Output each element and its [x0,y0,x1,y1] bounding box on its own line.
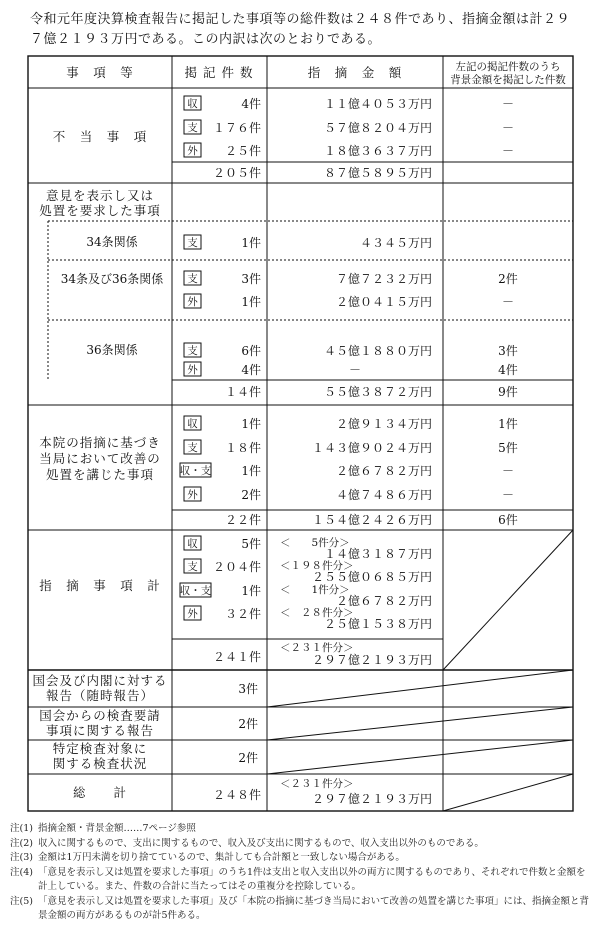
iken-34-36: 34条及び36条関係 [60,272,164,286]
shiteki-total-count: ２４１件 [212,650,261,664]
svg-text:外: 外 [187,296,198,308]
svg-text:4件: 4件 [241,97,261,111]
svg-text:－: － [501,488,515,502]
svg-text:４億７４８６万円: ４億７４８６万円 [335,488,432,502]
svg-text:２億０４１５万円: ２億０４１５万円 [335,295,432,309]
svg-text:－: － [501,121,515,135]
svg-text:＜１９８件分＞: ＜１９８件分＞ [280,560,354,572]
svg-text:４５億１８８０万円: ４５億１８８０万円 [323,344,432,358]
note-1: 注(1) 指摘金額・背景金額……7ページ参照 [10,823,196,834]
svg-text:1件: 1件 [241,295,261,309]
tokutei-label-2: 関する検査状況 [52,756,148,771]
tokutei-label-1: 特定検査対象に [52,741,148,756]
kokkai-count: 3件 [238,682,258,696]
svg-text:－: － [501,295,515,309]
svg-text:＜ 1件分＞: ＜ 1件分＞ [280,584,350,596]
svg-text:4件: 4件 [241,363,261,377]
honin-total-count: ２２件 [224,513,261,527]
svg-text:－: － [501,464,515,478]
grand-sub: ＜２３１件分＞ [280,778,354,790]
svg-text:2件: 2件 [498,272,518,286]
tokutei-count: 2件 [238,751,258,765]
header-bg-1: 左記の掲記件数のうち [455,61,561,73]
svg-text:支: 支 [187,122,198,134]
honin-row-shu [184,416,518,431]
yousei-label-2: 事項に関する報告 [45,723,155,738]
shiteki-total-amount: ２９７億２１９３万円 [311,653,432,667]
svg-text:3件: 3件 [241,272,261,286]
svg-text:２５億１５３８万円: ２５億１５３８万円 [323,617,432,631]
grand-amount: ２９７億２１９３万円 [311,792,432,806]
svg-text:収: 収 [187,418,198,430]
honin-label-3: 処置を講じた事項 [45,467,155,482]
intro-text: 令和元年度決算検査報告に掲記した事項等の総件数は２４８件であり、指摘金額は計２９７億２１９３万円である。この内訳は次のとおりである。 [30,12,571,47]
svg-text:＜ 5件分＞: ＜ 5件分＞ [280,537,350,549]
svg-text:支: 支 [187,345,198,357]
svg-text:１８件: １８件 [224,441,261,455]
svg-text:１４億３１８７万円: １４億３１８７万円 [323,547,432,561]
svg-text:5件: 5件 [241,537,261,551]
futo-row-gai [184,143,514,158]
notes [10,822,595,924]
honin-total-bg: 6件 [498,513,518,527]
note-2: 注(2) 収入に関するもので、支出に関するもので、収入及び支出に関するもので、収入支出以外のものである。 [10,837,484,849]
iken-36-row-b [184,362,518,377]
svg-text:外: 外 [187,364,198,376]
svg-text:収: 収 [187,538,198,550]
svg-text:２５５億０６８５万円: ２５５億０６８５万円 [311,570,432,584]
iken-34-36-row-a [184,271,518,286]
iken-total-count: １４件 [224,385,261,399]
note-4: 注(4) 「意見を表示し又は処置を要求した事項」のうち1件は支出と収入支出以外の両方に関するものであり、それぞれで件数と金額を計上している。また、件数の合計に当たってはその重複分を控除している。 [10,866,586,892]
svg-text:＜ ２８件分＞: ＜ ２８件分＞ [280,607,354,619]
header-item: 事 項 等 [66,65,134,80]
svg-text:１４３億９０２４万円: １４３億９０２４万円 [311,441,432,455]
grand-count: ２４８件 [212,788,261,802]
shiteki-row-shushi [180,583,432,608]
iken-34-36-row-b [184,294,514,309]
svg-text:1件: 1件 [498,417,518,431]
honin-label-2: 当局において改善の [39,451,161,466]
honin-label-1: 本院の指摘に基づき [39,435,161,450]
svg-text:収・支: 収・支 [179,585,212,597]
svg-text:２億６７８２万円: ２億６７８２万円 [335,464,432,478]
svg-text:5件: 5件 [498,441,518,455]
kokkai-label-2: 報告（随時報告） [45,688,155,703]
honin-row-gai [184,487,514,502]
svg-text:支: 支 [187,561,198,573]
svg-text:1件: 1件 [241,417,261,431]
svg-text:1件: 1件 [241,236,261,250]
svg-text:１７６件: １７６件 [212,121,261,135]
svg-text:２０４件: ２０４件 [212,560,261,574]
svg-text:３２件: ３２件 [224,607,261,621]
svg-text:1件: 1件 [241,464,261,478]
svg-text:４３４５万円: ４３４５万円 [359,236,432,250]
svg-text:1件: 1件 [241,584,261,598]
svg-text:3件: 3件 [498,344,518,358]
svg-text:２５件: ２５件 [224,144,261,158]
honin-row-shushi [180,463,514,478]
grand-label: 総 計 [72,785,128,800]
iken-36-row-a [184,343,518,358]
svg-text:収: 収 [187,98,198,110]
svg-text:収・支: 収・支 [179,465,212,477]
iken-total-bg: 9件 [498,385,518,399]
iken-34: 34条関係 [86,235,138,249]
shiteki-total-sub: ＜２３１件分＞ [280,642,354,654]
iken-34-row [184,235,432,250]
futo-total-count: ２０５件 [212,166,261,180]
honin-total-amount: １５４億２４２６万円 [311,513,432,527]
svg-text:－: － [501,144,515,158]
iken-label-2: 処置を要求した事項 [39,203,161,218]
futo-total-amount: ８７億５８９５万円 [323,166,432,180]
svg-text:５７億８２０４万円: ５７億８２０４万円 [323,121,432,135]
shiteki-row-shi [184,559,432,584]
note-5: 注(5) 「意見を表示し又は処置を要求した事項」及び「本院の指摘に基づき当局において改善の処置を講じた事項」には、指摘金額と背景金額の両方があるものが計5件ある。 [10,895,590,921]
shiteki-row-gai [184,606,432,631]
yousei-count: 2件 [238,717,258,731]
svg-text:支: 支 [187,237,198,249]
svg-text:２億６７８２万円: ２億６７８２万円 [335,594,432,608]
honin-row-shi [184,440,518,455]
futo-label: 不 当 事 項 [52,129,148,144]
header-count: 掲 記 件 数 [184,65,254,80]
iken-label-1: 意見を表示し又は [45,188,155,203]
svg-text:－: － [348,363,362,377]
futo-row-shu [184,96,514,111]
svg-text:１８億３６３７万円: １８億３６３７万円 [323,144,432,158]
svg-text:外: 外 [187,489,198,501]
svg-text:－: － [501,97,515,111]
svg-text:4件: 4件 [498,363,518,377]
futo-row-shi [184,120,514,135]
header-bg-2: 背景金額を掲記した件数 [450,74,566,86]
svg-text:１１億４０５３万円: １１億４０５３万円 [323,97,432,111]
svg-text:外: 外 [187,608,198,620]
svg-text:支: 支 [187,273,198,285]
iken-36: 36条関係 [86,343,138,357]
svg-text:支: 支 [187,442,198,454]
svg-text:2件: 2件 [241,488,261,502]
svg-text:6件: 6件 [241,344,261,358]
kokkai-label-1: 国会及び内閣に対する [32,673,168,688]
svg-text:２億９１３４万円: ２億９１３４万円 [335,417,432,431]
header-amount: 指 摘 金 額 [307,65,403,80]
iken-total-amount: ５５億３８７２万円 [323,385,432,399]
svg-text:７億７２３２万円: ７億７２３２万円 [335,272,432,286]
yousei-label-1: 国会からの検査要請 [39,708,161,723]
svg-text:外: 外 [187,145,198,157]
shiteki-label: 指 摘 事 項 計 [39,578,161,593]
shiteki-row-shu [184,536,432,561]
note-3: 注(3) 金額は1万円未満を切り捨てているので、集計しても合計額と一致しない場合がある。 [10,852,405,863]
